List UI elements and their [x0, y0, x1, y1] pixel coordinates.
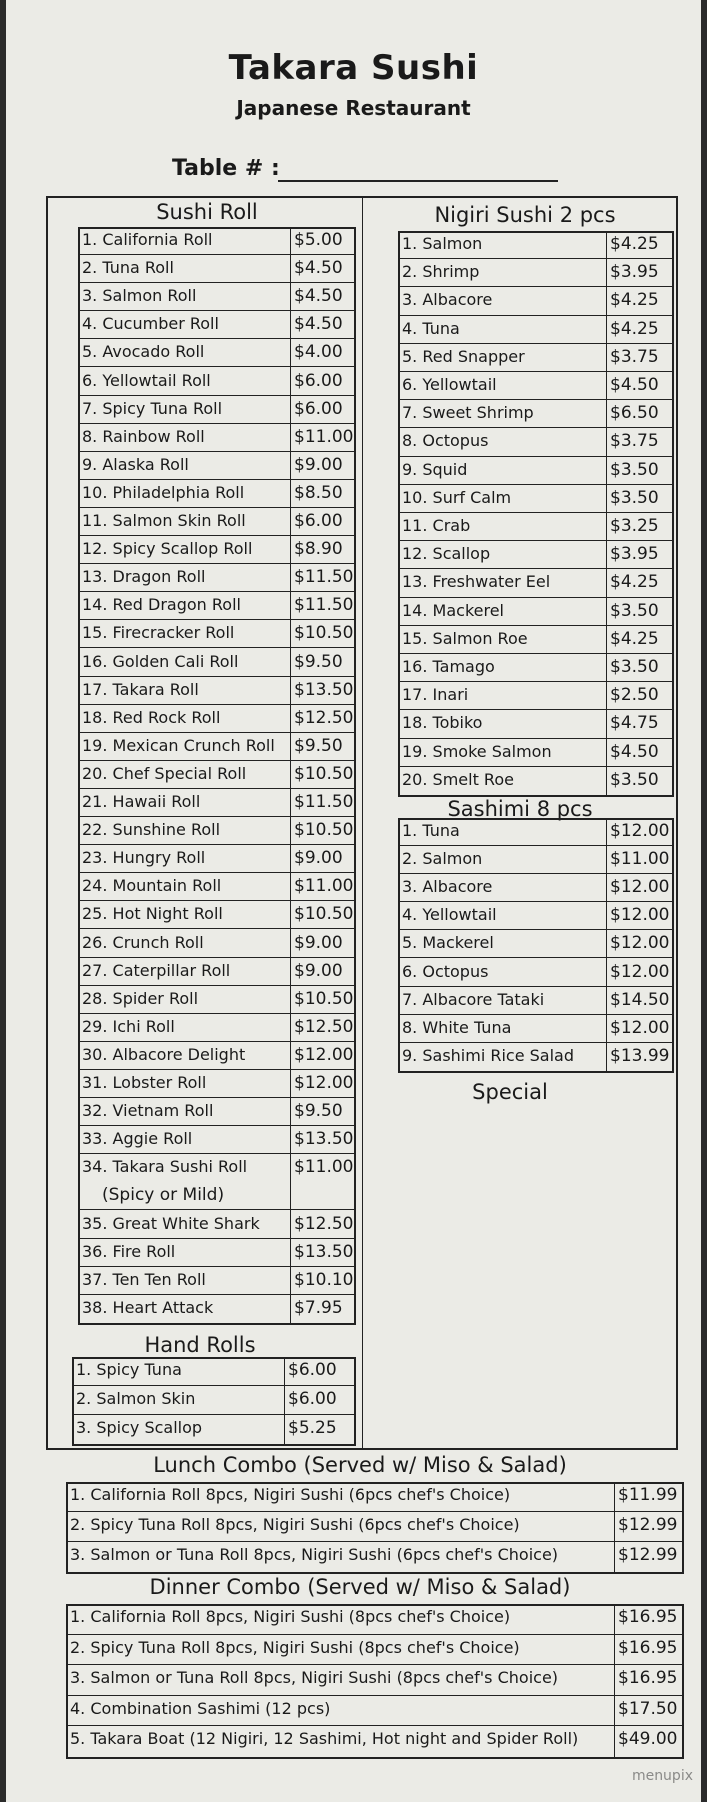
sushi_roll-row — [78, 368, 356, 396]
nigiri-item-name: 3. Albacore — [402, 290, 493, 310]
nigiri-item-price: $3.95 — [610, 262, 659, 283]
dinner_combo-row — [66, 1696, 684, 1727]
sushi_roll-item-price: $7.95 — [294, 1297, 343, 1318]
sushi_roll-item-price: $9.00 — [294, 932, 343, 953]
nigiri-item-price: $3.95 — [610, 544, 659, 565]
nigiri-item-name: 16. Tamago — [402, 657, 495, 676]
sashimi-row — [398, 959, 674, 987]
table-number-line — [278, 180, 558, 182]
sashimi-item-name: 7. Albacore Tataki — [402, 989, 545, 1009]
sushi_roll-item-price: $12.50 — [294, 1016, 354, 1037]
lunch_combo-row — [66, 1482, 684, 1512]
dinner_combo-item-price: $16.95 — [618, 1607, 678, 1627]
sashimi-row — [398, 846, 674, 874]
sashimi-row — [398, 1043, 674, 1071]
sushi_roll-row — [78, 1154, 356, 1210]
sushi_roll-item-name: 2. Tuna Roll — [82, 258, 174, 278]
nigiri-row — [398, 682, 674, 710]
sushi_roll-item-name: 28. Spider Roll — [82, 988, 199, 1008]
sushi-roll-header: Sushi Roll — [156, 200, 258, 224]
sashimi-item-name: 8. White Tuna — [402, 1017, 512, 1037]
sushi_roll-item-name: 25. Hot Night Roll — [82, 904, 223, 924]
lunch_combo-row — [66, 1542, 684, 1572]
nigiri-item-name: 4. Tuna — [402, 318, 460, 338]
sushi_roll-item-price: $13.50 — [294, 679, 354, 700]
watermark: menupix — [631, 1768, 693, 1784]
sushi_roll-item-price: $4.50 — [294, 286, 343, 307]
sushi_roll-item-price: $6.00 — [294, 511, 343, 531]
sushi_roll-row — [78, 396, 356, 424]
nigiri-row — [398, 316, 674, 344]
sushi_roll-row — [78, 1295, 356, 1323]
sushi_roll-item-price: $11.50 — [294, 595, 354, 616]
sushi_roll-row — [78, 283, 356, 311]
sushi_roll-item-name: 3. Salmon Roll — [82, 286, 197, 306]
sushi_roll-row — [78, 789, 356, 817]
sushi_roll-item-name: 7. Spicy Tuna Roll — [82, 398, 223, 418]
sushi_roll-row — [78, 227, 356, 255]
sushi_roll-row — [78, 1098, 356, 1126]
sushi_roll-row — [78, 1070, 356, 1098]
nigiri-item-price: $4.25 — [610, 290, 659, 311]
nigiri-item-name: 17. Inari — [402, 685, 469, 705]
sashimi-row — [398, 987, 674, 1015]
sashimi-row — [398, 1015, 674, 1043]
sashimi-item-name: 2. Salmon — [402, 849, 483, 869]
sushi_roll-item-price: $9.50 — [294, 735, 343, 756]
sushi_roll-item-name: 14. Red Dragon Roll — [82, 595, 241, 615]
sashimi-item-name: 9. Sashimi Rice Salad — [402, 1045, 575, 1065]
nigiri-item-price: $3.75 — [610, 431, 659, 452]
special-header: Special — [472, 1080, 548, 1104]
sushi_roll-item-name: 26. Crunch Roll — [82, 932, 204, 952]
lunch_combo-item-name: 2. Spicy Tuna Roll 8pcs, Nigiri Sushi (6pcs chef's Choice) — [70, 1515, 520, 1534]
hand_rolls-row — [72, 1357, 356, 1386]
sushi_roll-item-name: 37. Ten Ten Roll — [82, 1269, 206, 1289]
sushi_roll-row — [78, 311, 356, 339]
sashimi-row — [398, 930, 674, 958]
sushi_roll-row — [78, 1126, 356, 1154]
hand_rolls-item-price: $6.00 — [288, 1360, 337, 1380]
sashimi-item-price: $14.50 — [610, 989, 670, 1010]
hand_rolls-item-name: 3. Spicy Scallop — [76, 1418, 203, 1437]
sushi_roll-item-name: 34. Takara Sushi Roll — [82, 1157, 248, 1177]
sushi_roll-item-name: 35. Great White Shark — [82, 1213, 260, 1233]
sushi_roll-item-price: $12.00 — [294, 1044, 354, 1065]
sashimi-item-price: $12.00 — [610, 905, 670, 926]
sushi_roll-item-price: $12.50 — [294, 707, 354, 728]
nigiri-item-price: $3.75 — [610, 346, 659, 367]
sushi_roll-item-name: 29. Ichi Roll — [82, 1016, 175, 1036]
sushi_roll-item-price: $4.50 — [294, 258, 343, 279]
nigiri-item-price: $4.50 — [610, 375, 659, 395]
sushi_roll-item-price: $13.50 — [294, 1129, 354, 1150]
sushi_roll-item-name: 5. Avocado Roll — [82, 342, 205, 362]
nigiri-row — [398, 598, 674, 626]
hand_rolls-row — [72, 1415, 356, 1444]
nigiri-item-name: 19. Smoke Salmon — [402, 741, 552, 761]
sushi_roll-item-name: 10. Philadelphia Roll — [82, 482, 245, 502]
sushi_roll-item-name: 13. Dragon Roll — [82, 567, 206, 587]
sushi_roll-item-price: $9.00 — [294, 960, 343, 981]
sushi_roll-item-price: $11.50 — [294, 792, 354, 812]
dinner_combo-item-name: 3. Salmon or Tuna Roll 8pcs, Nigiri Sushi (8pcs chef's Choice) — [70, 1668, 559, 1687]
nigiri-row — [398, 710, 674, 738]
sushi_roll-item-price: $10.50 — [294, 763, 354, 784]
sushi_roll-item-price: $9.50 — [294, 651, 343, 672]
sushi_roll-item-price: $10.10 — [294, 1269, 354, 1290]
lunch_combo-item-price: $11.99 — [618, 1485, 678, 1505]
nigiri-item-name: 14. Mackerel — [402, 600, 504, 620]
dinner_combo-item-name: 5. Takara Boat (12 Nigiri, 12 Sashimi, Hot night and Spider Roll) — [70, 1729, 579, 1748]
sushi_roll-item-name: 12. Spicy Scallop Roll — [82, 539, 253, 559]
column-divider — [362, 196, 363, 1450]
sushi_roll-item-name: 11. Salmon Skin Roll — [82, 511, 246, 530]
sashimi-item-price: $11.00 — [610, 849, 670, 870]
sushi_roll-item-price: $9.50 — [294, 1101, 343, 1122]
sushi_roll-item-name: 36. Fire Roll — [82, 1241, 176, 1261]
hand_rolls-item-name: 1. Spicy Tuna — [76, 1360, 182, 1379]
nigiri-row — [398, 428, 674, 456]
lunch-combo-header: Lunch Combo (Served w/ Miso & Salad) — [153, 1453, 567, 1477]
lunch_combo-row — [66, 1512, 684, 1542]
nigiri-item-name: 5. Red Snapper — [402, 346, 525, 366]
sushi_roll-item-name: 31. Lobster Roll — [82, 1073, 207, 1092]
sushi_roll-row — [78, 592, 356, 620]
dinner_combo-item-name: 2. Spicy Tuna Roll 8pcs, Nigiri Sushi (8pcs chef's Choice) — [70, 1637, 520, 1657]
nigiri-item-price: $3.50 — [610, 459, 659, 480]
sushi_roll-row — [78, 986, 356, 1014]
nigiri-row — [398, 767, 674, 795]
hand_rolls-item-price: $6.00 — [288, 1389, 337, 1409]
nigiri-item-name: 2. Shrimp — [402, 262, 480, 282]
nigiri-item-price: $6.50 — [610, 403, 659, 424]
nigiri-item-name: 15. Salmon Roe — [402, 628, 528, 648]
sushi_roll-item-name: 8. Rainbow Roll — [82, 426, 205, 446]
nigiri-header: Nigiri Sushi 2 pcs — [434, 203, 616, 227]
nigiri-row — [398, 739, 674, 767]
nigiri-row — [398, 231, 674, 259]
sushi_roll-row — [78, 649, 356, 677]
dinner_combo-item-price: $16.95 — [618, 1637, 678, 1658]
dinner_combo-row — [66, 1635, 684, 1666]
sushi_roll-item-name: 6. Yellowtail Roll — [82, 370, 211, 390]
hand-rolls-header: Hand Rolls — [144, 1333, 256, 1357]
sushi_roll-item-name: 20. Chef Special Roll — [82, 763, 247, 783]
nigiri-item-price: $4.25 — [610, 318, 659, 339]
sashimi-item-name: 3. Albacore — [402, 877, 493, 897]
sushi_roll-row — [78, 705, 356, 733]
nigiri-item-name: 6. Yellowtail — [402, 375, 497, 394]
nigiri-row — [398, 372, 674, 400]
nigiri-item-name: 18. Tobiko — [402, 713, 483, 733]
nigiri-item-price: $3.50 — [610, 487, 659, 508]
sashimi-item-price: $13.99 — [610, 1045, 670, 1066]
sushi_roll-row — [78, 761, 356, 789]
sushi_roll-item-price: $10.50 — [294, 623, 354, 644]
nigiri-item-name: 9. Squid — [402, 459, 468, 479]
sashimi-item-name: 4. Yellowtail — [402, 905, 497, 925]
sushi_roll-row — [78, 480, 356, 508]
sushi_roll-item-price: $9.00 — [294, 848, 343, 869]
sushi_roll-row — [78, 677, 356, 705]
nigiri-row — [398, 513, 674, 541]
nigiri-row — [398, 654, 674, 682]
nigiri-item-price: $2.50 — [610, 685, 659, 706]
sushi_roll-item-price: $9.00 — [294, 454, 343, 475]
dinner_combo-row — [66, 1665, 684, 1696]
restaurant-title: Takara Sushi — [228, 48, 479, 88]
nigiri-item-price: $3.50 — [610, 657, 659, 677]
sushi_roll-row — [78, 817, 356, 845]
nigiri-item-name: 7. Sweet Shrimp — [402, 403, 534, 423]
sushi_roll-row — [78, 424, 356, 452]
sashimi-item-name: 5. Mackerel — [402, 933, 494, 953]
sushi_roll-row — [78, 255, 356, 283]
sushi_roll-item-name: 18. Red Rock Roll — [82, 707, 221, 727]
sushi_roll-item-price: $11.00 — [294, 1157, 354, 1178]
sushi_roll-row — [78, 1014, 356, 1042]
nigiri-item-name: 12. Scallop — [402, 544, 491, 564]
sushi_roll-row — [78, 1267, 356, 1295]
sushi_roll-item-name: 22. Sunshine Roll — [82, 820, 221, 840]
nigiri-item-price: $4.25 — [610, 572, 659, 593]
sashimi-item-name: 6. Octopus — [402, 961, 489, 981]
sushi_roll-item-name: 21. Hawaii Roll — [82, 792, 201, 811]
sushi_roll-item-name: 23. Hungry Roll — [82, 848, 206, 868]
nigiri-row — [398, 457, 674, 485]
sushi_roll-row — [78, 620, 356, 648]
lunch_combo-item-name: 1. California Roll 8pcs, Nigiri Sushi (6pcs chef's Choice) — [70, 1485, 511, 1504]
hand_rolls-item-price: $5.25 — [288, 1418, 337, 1438]
sushi_roll-item-price: $10.50 — [294, 988, 354, 1009]
sushi_roll-row — [78, 733, 356, 761]
sushi_roll-item-name: 15. Firecracker Roll — [82, 623, 235, 643]
sushi_roll-row — [78, 339, 356, 367]
sashimi-item-price: $12.00 — [610, 933, 670, 954]
sushi_roll-item-price: $11.50 — [294, 567, 354, 588]
sushi_roll-item-name: 4. Cucumber Roll — [82, 314, 219, 334]
nigiri-row — [398, 485, 674, 513]
sushi_roll-item-note: (Spicy or Mild) — [102, 1185, 225, 1206]
hand_rolls-row — [72, 1386, 356, 1415]
dinner_combo-item-price: $16.95 — [618, 1668, 678, 1688]
sushi_roll-item-price: $12.50 — [294, 1213, 354, 1234]
sushi_roll-row — [78, 930, 356, 958]
sushi_roll-item-price: $10.50 — [294, 820, 354, 841]
nigiri-item-name: 10. Surf Calm — [402, 487, 512, 507]
lunch_combo-item-name: 3. Salmon or Tuna Roll 8pcs, Nigiri Sushi (6pcs chef's Choice) — [70, 1545, 559, 1564]
sushi_roll-item-price: $5.00 — [294, 230, 343, 250]
nigiri-row — [398, 400, 674, 428]
sushi_roll-item-name: 24. Mountain Roll — [82, 876, 222, 896]
sashimi-item-name: 1. Tuna — [402, 821, 460, 840]
table-number-label: Table # : — [172, 156, 280, 181]
sushi_roll-row — [78, 1042, 356, 1070]
sushi_roll-item-price: $11.00 — [294, 426, 354, 447]
sashimi-item-price: $12.00 — [610, 1017, 670, 1038]
sushi_roll-row — [78, 873, 356, 901]
nigiri-row — [398, 259, 674, 287]
restaurant-subtitle: Japanese Restaurant — [236, 96, 471, 120]
sushi_roll-item-name: 30. Albacore Delight — [82, 1044, 246, 1064]
nigiri-item-name: 20. Smelt Roe — [402, 769, 514, 789]
lunch_combo-item-price: $12.99 — [618, 1545, 678, 1565]
dinner_combo-item-price: $17.50 — [618, 1698, 678, 1719]
dinner_combo-row — [66, 1604, 684, 1635]
nigiri-item-name: 11. Crab — [402, 516, 471, 535]
sushi_roll-item-name: 17. Takara Roll — [82, 679, 199, 699]
nigiri-item-price: $4.25 — [610, 234, 659, 254]
sushi_roll-row — [78, 536, 356, 564]
sushi_roll-row — [78, 845, 356, 873]
sashimi-header: Sashimi 8 pcs — [447, 797, 593, 821]
sushi_roll-item-name: 38. Heart Attack — [82, 1297, 214, 1317]
sushi_roll-item-name: 16. Golden Cali Roll — [82, 651, 239, 671]
dinner_combo-item-price: $49.00 — [618, 1729, 678, 1749]
sushi_roll-item-price: $4.50 — [294, 314, 343, 335]
sushi_roll-row — [78, 452, 356, 480]
sushi_roll-item-price: $8.50 — [294, 482, 343, 503]
nigiri-row — [398, 626, 674, 654]
dinner-combo-header: Dinner Combo (Served w/ Miso & Salad) — [149, 1575, 571, 1599]
sushi_roll-item-name: 32. Vietnam Roll — [82, 1101, 214, 1121]
sushi_roll-item-name: 27. Caterpillar Roll — [82, 960, 231, 980]
sashimi-item-price: $12.00 — [610, 961, 670, 982]
sushi_roll-item-name: 33. Aggie Roll — [82, 1129, 193, 1149]
dinner_combo-item-name: 1. California Roll 8pcs, Nigiri Sushi (8pcs chef's Choice) — [70, 1607, 511, 1626]
nigiri-row — [398, 344, 674, 372]
sushi_roll-item-name: 1. California Roll — [82, 230, 213, 249]
sushi_roll-row — [78, 1211, 356, 1239]
nigiri-item-name: 13. Freshwater Eel — [402, 572, 551, 592]
sushi_roll-item-price: $6.00 — [294, 398, 343, 419]
nigiri-item-price: $4.50 — [610, 741, 659, 762]
sashimi-item-price: $12.00 — [610, 877, 670, 898]
sushi_roll-row — [78, 564, 356, 592]
sushi_roll-item-price: $12.00 — [294, 1073, 354, 1093]
nigiri-item-price: $3.50 — [610, 600, 659, 621]
nigiri-row — [398, 287, 674, 315]
sushi_roll-item-name: 9. Alaska Roll — [82, 454, 189, 474]
sushi_roll-row — [78, 958, 356, 986]
sushi_roll-item-price: $8.90 — [294, 539, 343, 560]
sushi_roll-row — [78, 508, 356, 536]
sushi_roll-item-price: $4.00 — [294, 342, 343, 363]
sashimi-item-price: $12.00 — [610, 821, 670, 841]
nigiri-item-price: $3.50 — [610, 769, 659, 790]
sushi_roll-row — [78, 901, 356, 929]
sashimi-row — [398, 902, 674, 930]
sushi_roll-item-name: 19. Mexican Crunch Roll — [82, 735, 275, 755]
nigiri-row — [398, 541, 674, 569]
lunch_combo-item-price: $12.99 — [618, 1515, 678, 1535]
nigiri-item-price: $4.75 — [610, 713, 659, 734]
nigiri-item-price: $4.25 — [610, 628, 659, 649]
nigiri-item-name: 1. Salmon — [402, 234, 483, 253]
sashimi-row — [398, 874, 674, 902]
dinner_combo-item-name: 4. Combination Sashimi (12 pcs) — [70, 1698, 331, 1718]
nigiri-item-name: 8. Octopus — [402, 431, 489, 451]
sashimi-row — [398, 818, 674, 846]
sushi_roll-item-price: $11.00 — [294, 876, 354, 897]
dinner_combo-row — [66, 1726, 684, 1757]
nigiri-row — [398, 569, 674, 597]
nigiri-item-price: $3.25 — [610, 516, 659, 536]
sushi_roll-item-price: $13.50 — [294, 1241, 354, 1262]
sushi_roll-item-price: $6.00 — [294, 370, 343, 391]
sushi_roll-row — [78, 1239, 356, 1267]
sushi_roll-item-price: $10.50 — [294, 904, 354, 925]
hand_rolls-item-name: 2. Salmon Skin — [76, 1389, 196, 1408]
